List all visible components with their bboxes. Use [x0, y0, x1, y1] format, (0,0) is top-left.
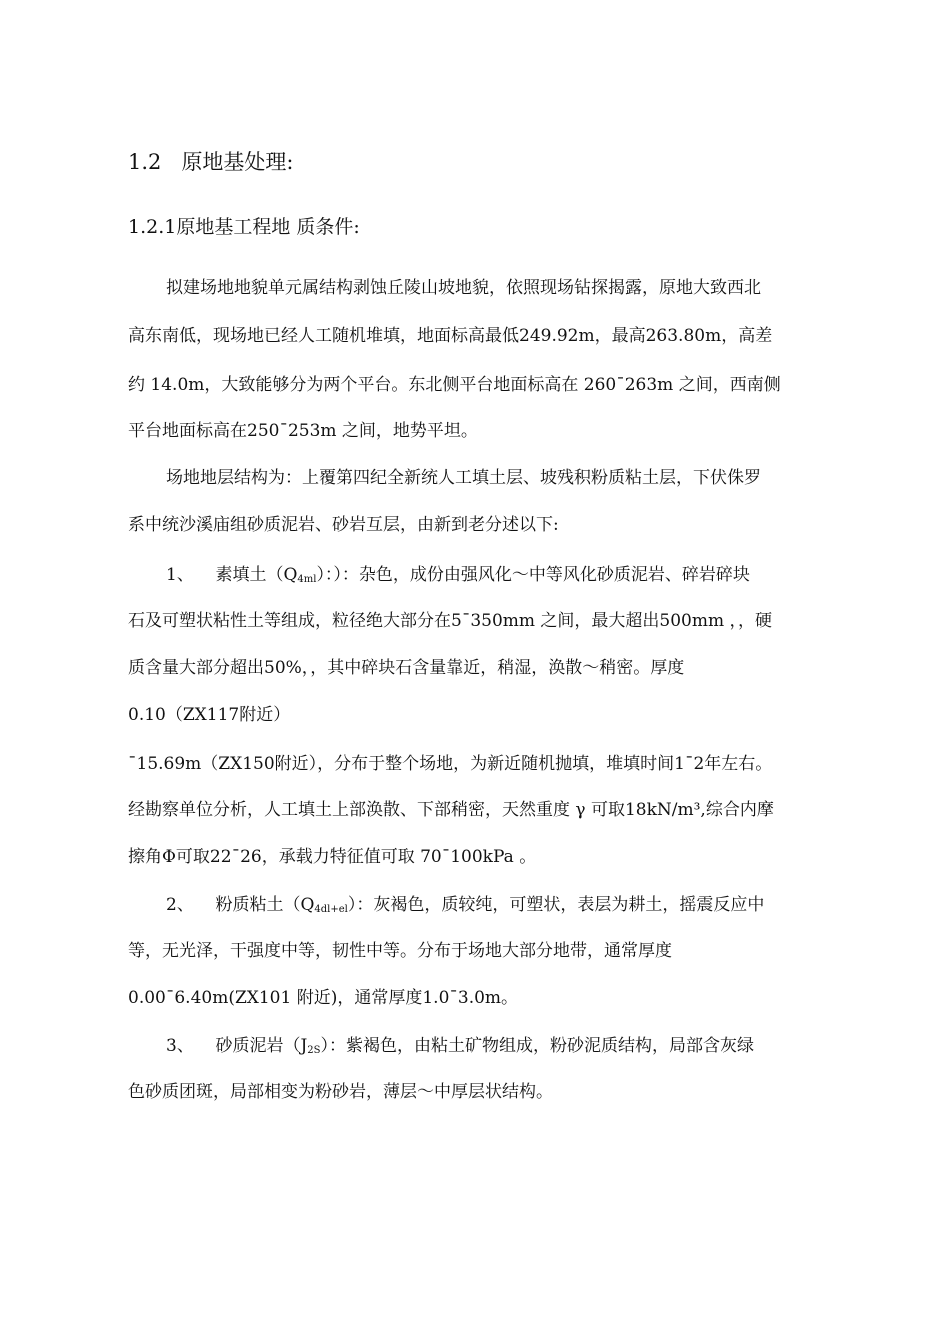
subscript: 4dl+el: [314, 904, 348, 915]
list-number: 2、: [166, 895, 194, 915]
paragraph-line: 系中统沙溪庙组砂质泥岩、砂岩互层，由新到老分述以下:: [128, 515, 559, 535]
paragraph-line: 0.00¯6.40m(ZX101 附近)，通常厚度1.0¯3.0m。: [128, 988, 519, 1008]
paragraph-line: 色砂质团斑，局部相变为粉砂岩，薄层～中厚层状结构。: [128, 1082, 553, 1102]
list-number: 3、: [166, 1036, 194, 1056]
list-number: 1、: [166, 565, 194, 585]
paragraph-line: 经勘察单位分析，人工填土上部涣散、下部稍密，天然重度 γ 可取18kN/m³,综合内摩: [128, 800, 774, 820]
paragraph-line: 等，无光泽，干强度中等，韧性中等。分布于场地大部分地带，通常厚度: [128, 941, 672, 961]
subscript: 2S: [307, 1045, 321, 1056]
section-title: 原地基处理:: [181, 150, 294, 174]
list-item-3-title: 3、 砂质泥岩$(J_{2S})$：紫褐色，由粘土矿物组成，粉砂泥质结构，局部含灰绿: [166, 1036, 754, 1056]
subscript: 4ml: [297, 574, 317, 585]
list-item-1-title: 1、 素填土$(Q_{4ml})$：）：杂色，成份由强风化～中等风化砂质泥岩、碎岩碎块: [166, 565, 750, 585]
paragraph-line: 石及可塑状粘性土等组成，粒径绝大部分在5¯350mm 之间，最大超出500mm ，，硬: [128, 611, 772, 631]
paragraph-line: 平台地面标高在250¯253m 之间，地势平坦。: [128, 421, 478, 441]
paragraph-line: 约 14.0m，大致能够分为两个平台。东北侧平台地面标高在 260¯263m 之间，西南侧: [128, 375, 781, 395]
paragraph-line: 质含量大部分超出50%，，其中碎块石含量靠近，稍湿，涣散～稍密。厚度: [128, 658, 685, 678]
list-item-2-title: 2、 粉质粘土$(Q_{4dl+el})$：灰褐色，质较纯，可塑状，表层为耕土，摇震反应中: [166, 895, 765, 915]
section-heading: [128, 150, 294, 174]
section-number: 1.2: [128, 150, 162, 174]
paragraph-line: 擦角Φ可取22¯26，承载力特征值可取 70¯100kPa 。: [128, 847, 537, 867]
paragraph-line: 拟建场地地貌单元属结构剥蚀丘陵山坡地貌，依照现场钻探揭露，原地大致西北: [166, 278, 761, 298]
paragraph-line: 场地地层结构为：上覆第四纪全新统人工填土层、坡残积粉质粘土层，下伏侏罗: [166, 468, 761, 488]
paragraph-line: ¯15.69m（ZX150附近），分布于整个场地，为新近随机抛填，堆填时间1¯2年左右。: [128, 754, 773, 774]
subsection-heading: 1.2.1原地基工程地 质条件:: [128, 216, 360, 238]
paragraph-line: 0.10（ZX117附近）: [128, 705, 291, 725]
paragraph-line: 高东南低，现场地已经人工随机堆填，地面标高最低249.92m，最高263.80m，高差: [128, 326, 773, 346]
